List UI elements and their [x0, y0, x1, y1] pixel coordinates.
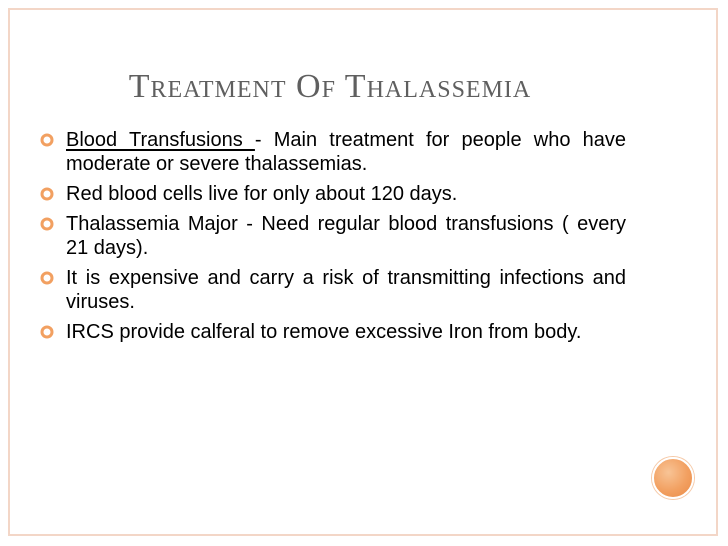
bullet-text: IRCS provide calferal to remove excessive Iron from body.: [66, 321, 582, 343]
bullet-item: [40, 212, 626, 260]
bullet-item: [40, 266, 626, 314]
bullet-item: [40, 320, 626, 344]
bullet-item: [40, 128, 626, 176]
bullet-icon: [40, 325, 54, 339]
bullet-text: It is expensive and carry a risk of transmitting infections and viruses.: [66, 267, 626, 313]
bullet-underlined-text: Blood Transfusions: [66, 129, 255, 151]
bullet-item: [40, 182, 626, 206]
bullet-text: Thalassemia Major - Need regular blood transfusions ( every 21 days).: [66, 213, 626, 259]
slide-title: Treatment Of Thalassemia: [128, 68, 532, 105]
bullet-icon: [40, 133, 54, 147]
bullet-text: - Main treatment for people who have moderate or severe thalassemias.: [66, 129, 626, 175]
bullet-text: Red blood cells live for only about 120 days.: [66, 183, 458, 205]
orange-circle-icon: [652, 457, 694, 499]
bullet-icon: [40, 271, 54, 285]
bullet-icon: [40, 217, 54, 231]
bullet-icon: [40, 187, 54, 201]
bullet-list: [40, 128, 626, 344]
